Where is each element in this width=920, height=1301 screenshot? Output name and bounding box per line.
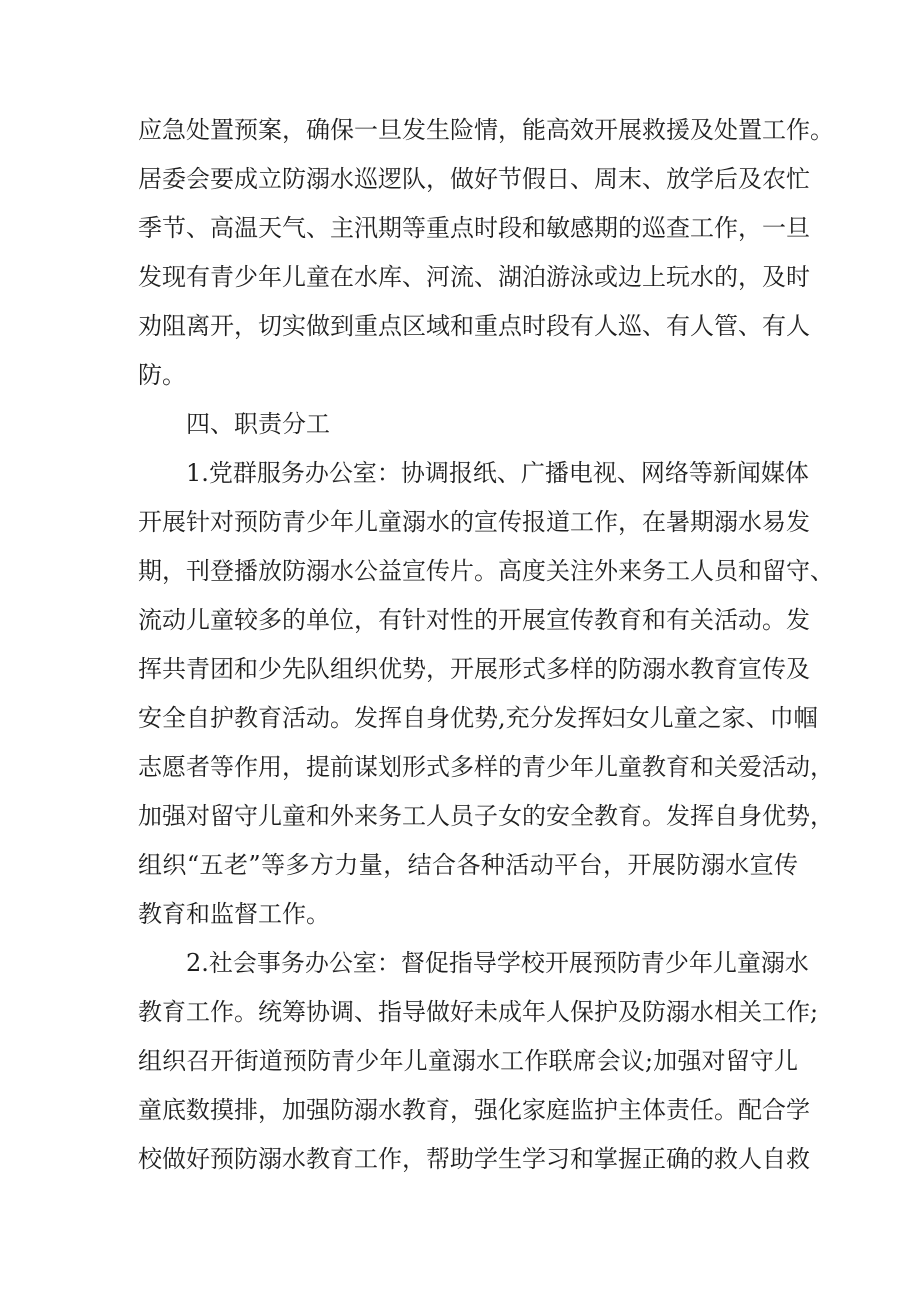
- paragraph-line: 组织召开街道预防青少年儿童溺水工作联席会议;加强对留守儿: [138, 1047, 798, 1075]
- paragraph-line: 安全自护教育活动。发挥自身优势,充分发挥妇女儿童之家、巾帼: [138, 704, 818, 732]
- paragraph-line: 发现有青少年儿童在水库、河流、湖泊游泳或边上玩水的，及时: [138, 263, 810, 291]
- paragraph-line: 志愿者等作用，提前谋划形式多样的青少年儿童教育和关爱活动，: [138, 753, 834, 781]
- item-1-first-line: 1.党群服务办公室：协调报纸、广播电视、网络等新闻媒体: [186, 459, 809, 487]
- paragraph-line: 挥共青团和少先队组织优势，开展形式多样的防溺水教育宣传及: [138, 655, 810, 683]
- paragraph-line: 开展针对预防青少年儿童溺水的宣传报道工作，在暑期溺水易发: [138, 508, 810, 536]
- item-2-first-line: 2.社会事务办公室：督促指导学校开展预防青少年儿童溺水: [186, 949, 809, 977]
- paragraph-line: 防。: [138, 361, 186, 389]
- section-heading: 四、职责分工: [186, 410, 330, 438]
- paragraph-line: 流动儿童较多的单位，有针对性的开展宣传教育和有关活动。发: [138, 606, 810, 634]
- paragraph-line: 组织“五老”等多方力量，结合各种活动平台，开展防溺水宣传: [138, 851, 798, 879]
- paragraph-line: 居委会要成立防溺水巡逻队，做好节假日、周末、放学后及农忙: [138, 165, 810, 193]
- paragraph-line: 应急处置预案，确保一旦发生险情，能高效开展救援及处置工作。: [138, 116, 834, 144]
- paragraph-line: 季节、高温天气、主汛期等重点时段和敏感期的巡查工作，一旦: [138, 214, 810, 242]
- paragraph-line: 教育工作。统筹协调、指导做好未成年人保护及防溺水相关工作;: [138, 998, 819, 1026]
- paragraph-line: 加强对留守儿童和外来务工人员子女的安全教育。发挥自身优势，: [138, 802, 834, 830]
- paragraph-line: 劝阻离开，切实做到重点区域和重点时段有人巡、有人管、有人: [138, 312, 810, 340]
- paragraph-line: 童底数摸排，加强防溺水教育，强化家庭监护主体责任。配合学: [138, 1096, 810, 1124]
- paragraph-line: 期，刊登播放防溺水公益宣传片。高度关注外来务工人员和留守、: [138, 557, 834, 585]
- paragraph-line: 校做好预防溺水教育工作，帮助学生学习和掌握正确的救人自救: [138, 1145, 810, 1173]
- paragraph-line: 教育和监督工作。: [138, 900, 330, 928]
